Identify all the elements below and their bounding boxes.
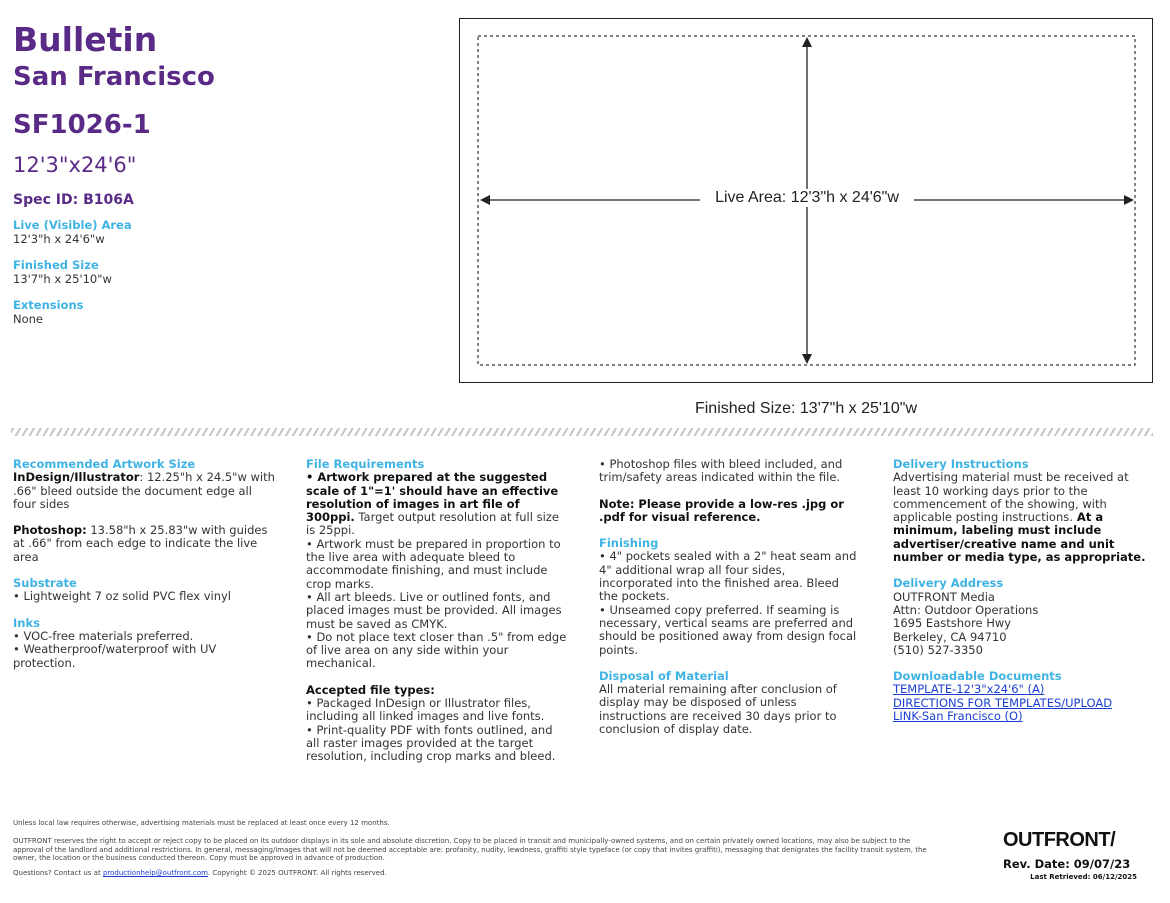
file-requirement-item: • All art bleeds. Live or outlined fonts, and placed images must be provided. All images must be saved as CMYK. (306, 589, 562, 631)
delivery-address-heading: Delivery Address (893, 576, 1004, 591)
arrow-left-icon (480, 195, 490, 205)
last-retrieved-date: Last Retrieved: 06/12/2025 (1030, 873, 1137, 881)
arrow-up-icon (802, 37, 812, 47)
market-name: San Francisco (13, 62, 215, 92)
column-finishing (599, 458, 861, 749)
inks-heading: Inks (13, 615, 40, 630)
substrate-item: • Lightweight 7 oz solid PVC flex vinyl (13, 589, 231, 604)
directions-upload-link[interactable] (893, 697, 1155, 724)
finishing-section (599, 537, 861, 657)
extensions-label: Extensions (13, 298, 84, 312)
accepted-file-types-section (306, 684, 568, 764)
delivery-instructions-section (893, 458, 1155, 564)
indesign-label: InDesign/Illustrator (13, 470, 140, 485)
finished-size-caption: Finished Size: 13'7"h x 25'10"w (694, 400, 918, 417)
disposal-text: All material remaining after conclusion of display may be disposed of unless instructions are received 30 days prior to conclusion of display date. (599, 682, 837, 737)
unit-number: SF1026-1 (13, 110, 151, 140)
photoshop-files-item: • Photoshop files with bleed included, and trim/safety areas indicated within the file. (599, 457, 843, 485)
indesign-text: : 12.25"h x 24.5"w with .66" bleed outside the document edge all four sides (13, 470, 275, 511)
spec-id: Spec ID: B106A (13, 192, 134, 208)
accepted-file-item: • Packaged InDesign or Illustrator files, including all linked images and live fonts. (306, 696, 545, 724)
delivery-timing: Advertising material must be received at least 10 working days prior to the commencement of the showing, with applicable posting instructions. (893, 470, 1129, 525)
delivery-address-section (893, 577, 1155, 657)
downloadable-documents-section (893, 670, 1155, 723)
live-area-label: Live (Visible) Area (13, 218, 132, 232)
address-line: OUTFRONT Media (893, 589, 995, 604)
template-download-link[interactable]: TEMPLATE-12'3"x24'6" (A) (893, 682, 1045, 697)
delivery-instructions-heading: Delivery Instructions (893, 457, 1029, 471)
disposal-heading: Disposal of Material (599, 668, 729, 683)
support-email-link[interactable]: productionhelp@outfront.com (102, 869, 208, 877)
low-res-note: Note: Please provide a low-res .jpg or .pdf for visual reference. (599, 496, 844, 524)
file-requirement-item: • Artwork must be prepared in proportion to the live area with adequate bleed to accommodate finishing, and must include crop marks. (306, 536, 561, 591)
finished-size-label: Finished Size (13, 258, 99, 272)
finishing-heading: Finishing (599, 536, 659, 551)
arrow-down-icon (802, 354, 812, 364)
contact-line (13, 869, 933, 878)
directions-link-line2: LINK-San Francisco (O) (893, 709, 1023, 724)
column-artwork (13, 458, 275, 683)
outfront-logo: OUTFRONT/ (1003, 829, 1116, 851)
address-line: Attn: Outdoor Operations (893, 602, 1039, 617)
address-line: Berkeley, CA 94710 (893, 629, 1007, 644)
live-area-value: 12'3"h x 24'6"w (13, 232, 105, 246)
file-requirements-section (306, 458, 568, 671)
photoshop-label: Photoshop: (13, 523, 87, 538)
accepted-file-item: • Print-quality PDF with fonts outlined, and all raster images provided at the target resolution, including crop marks and bleed. (306, 722, 556, 764)
target-resolution: Target output resolution at full size is 25ppi. (306, 510, 559, 538)
directions-link-line1: DIRECTIONS FOR TEMPLATES/UPLOAD (893, 695, 1113, 710)
finishing-item: • Unseamed copy preferred. If seaming is necessary, vertical seams are preferred and should be positioned away from design focal points. (599, 602, 857, 657)
photoshop-spec (13, 524, 275, 564)
address-line: 1695 Eastshore Hwy (893, 616, 1012, 631)
hatched-divider (11, 428, 1153, 436)
extensions-value: None (13, 312, 44, 326)
rights-disclaimer: OUTFRONT reserves the right to accept or reject copy to be placed on its outdoor displays in its sole and absolute discretion. Copy to be placed in transit and municipally-owned systems, and on certain privately owned locations, may also be subject to the approval of the landlord and additional restrictions. In general, messaging/images that will not be deemed acceptable are: profanity, nudity, lewdness, graffiti style typeface (or copy that invites graffiti), messaging that denigrates the facility transit system, the owner, the location or the business conducted thereon. Copy must be approved in advance of production. (13, 837, 927, 862)
inks-item: • Weatherproof/waterproof with UV protection. (13, 642, 217, 670)
recommended-artwork-heading: Recommended Artwork Size (13, 457, 196, 471)
file-requirement-item (306, 471, 568, 537)
copyright-text: . Copyright © 2025 OUTFRONT. All rights reserved. (207, 869, 387, 877)
finished-size-value: 13'7"h x 25'10"w (13, 272, 112, 286)
live-area-caption: Live Area: 12'3"h x 24'6"w (700, 189, 914, 207)
delivery-instructions-text (893, 471, 1155, 564)
inks-item: • VOC-free materials preferred. (13, 628, 194, 643)
photoshop-text: 13.58"h x 25.83"w with guides at .66" from each edge to indicate the live area (13, 523, 268, 564)
finishing-item: • 4" pockets sealed with a 2" heat seam and 4" additional wrap all four sides, incorporated into the finished area. Bleed the pockets. (599, 549, 857, 604)
page-title: Bulletin (13, 20, 158, 59)
accepted-file-types-heading: Accepted file types: (306, 682, 435, 697)
file-requirements-heading: File Requirements (306, 457, 425, 471)
indesign-spec (13, 471, 275, 511)
substrate-section (13, 577, 275, 604)
replacement-note: Unless local law requires otherwise, advertising materials must be replaced at least once every 12 months. (13, 819, 390, 827)
file-requirement-item: • Do not place text closer than .5" from edge of live area on any side within your mechanical. (306, 629, 567, 671)
address-phone: (510) 527-3350 (893, 642, 983, 657)
substrate-heading: Substrate (13, 576, 77, 591)
downloadable-documents-heading: Downloadable Documents (893, 669, 1062, 684)
questions-text: Questions? Contact us at (13, 869, 103, 877)
unit-dimensions: 12'3"x24'6" (13, 153, 137, 177)
live-area-diagram (459, 18, 1153, 383)
inks-section (13, 617, 275, 670)
labeling-requirement: At a minimum, labeling must include advertiser/creative name and unit number or media type, as appropriate. (893, 510, 1146, 565)
disposal-section (599, 670, 861, 736)
column-delivery (893, 458, 1155, 736)
recommended-artwork-section (13, 458, 275, 511)
column-file-requirements (306, 458, 568, 777)
revision-date: Rev. Date: 09/07/23 (1003, 857, 1131, 871)
arrow-right-icon (1124, 195, 1134, 205)
resolution-requirement: • Artwork prepared at the suggested scale of 1"=1' should have an effective resolution of images in art file of 300ppi. (306, 470, 559, 525)
